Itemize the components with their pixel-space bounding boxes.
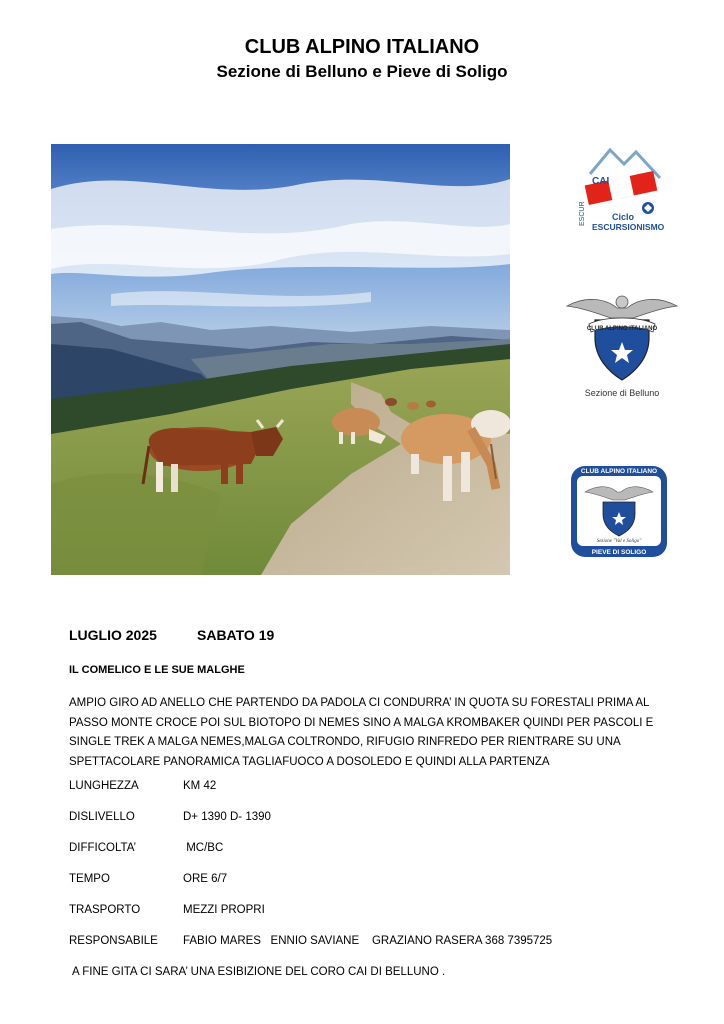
cicloescursionismo-logo: [574, 144, 670, 236]
event-date: [69, 627, 274, 643]
detail-label: TEMPO: [69, 873, 110, 885]
detail-row-transport: [69, 904, 265, 916]
detail-value: MC/BC: [183, 842, 224, 854]
ciclo-text: Ciclo: [612, 212, 635, 222]
detail-value: ORE 6/7: [183, 873, 228, 885]
page-title: CLUB ALPINO ITALIANO: [244, 36, 480, 58]
description-line: PASSO MONTE CROCE POI SUL BIOTOPO DI NEMES SINO A MALGA KROMBAKER QUINDI PER PASCOLI E: [69, 716, 654, 729]
detail-label: RESPONSABILE: [69, 935, 158, 947]
event-day: SABATO 19: [197, 627, 275, 643]
detail-row-responsible: [69, 935, 552, 947]
cows-pasture-photo: [51, 144, 510, 575]
description-line: SINGLE TREK A MALGA NEMES,MALGA COLTRONDO, RIFUGIO RINFREDO PER RIENTRARE SU UNA: [69, 736, 621, 749]
pieve-script-text: Sezione "Val e Soligo": [596, 539, 642, 544]
event-name: IL COMELICO E LE SUE MALGHE: [69, 664, 245, 676]
detail-label: DISLIVELLO: [69, 811, 135, 823]
cai-pieve-logo: [569, 464, 669, 559]
description-line: AMPIO GIRO AD ANELLO CHE PARTENDO DA PADOLA CI CONDURRA’ IN QUOTA SU FORESTALI PRIMA AL: [69, 697, 650, 709]
cai-text: CAI: [592, 176, 610, 187]
detail-value: KM 42: [183, 780, 217, 792]
detail-label: DIFFICOLTA’: [69, 842, 137, 854]
detail-row-time: [69, 873, 227, 885]
detail-value: D+ 1390 D- 1390: [183, 811, 271, 823]
detail-label: TRASPORTO: [69, 904, 141, 916]
detail-value: FABIO MARES ENNIO SAVIANE GRAZIANO RASERA 368 7395725: [183, 935, 553, 947]
event-month: LUGLIO 2025: [69, 627, 157, 643]
belluno-ribbon-text: CLUB ALPINO ITALIANO: [586, 326, 658, 332]
pieve-top-text: CLUB ALPINO ITALIANO: [580, 468, 658, 475]
detail-value: MEZZI PROPRI: [183, 904, 265, 916]
detail-label: LUNGHEZZA: [69, 780, 139, 792]
svg-text:ESCUR: ESCUR: [579, 201, 586, 226]
description-line: SPETTACOLARE PANORAMICA TAGLIAFUOCO A DOSOLEDO E QUINDI ALLA PARTENZA: [69, 756, 550, 769]
cai-belluno-logo: [565, 292, 679, 402]
event-note: A FINE GITA CI SARA’ UNA ESIBIZIONE DEL CORO CAI DI BELLUNO .: [72, 966, 446, 978]
detail-row-length: [69, 780, 216, 792]
escursionismo-text: ESCURSIONISMO: [592, 222, 665, 232]
detail-row-elevation: [69, 811, 271, 823]
page-subtitle: Sezione di Belluno e Pieve di Soligo: [216, 62, 508, 81]
pieve-bottom-text: PIEVE DI SOLIGO: [591, 549, 647, 556]
belluno-caption: Sezione di Belluno: [584, 388, 660, 398]
event-description: [69, 694, 669, 773]
detail-row-difficulty: [69, 842, 223, 854]
